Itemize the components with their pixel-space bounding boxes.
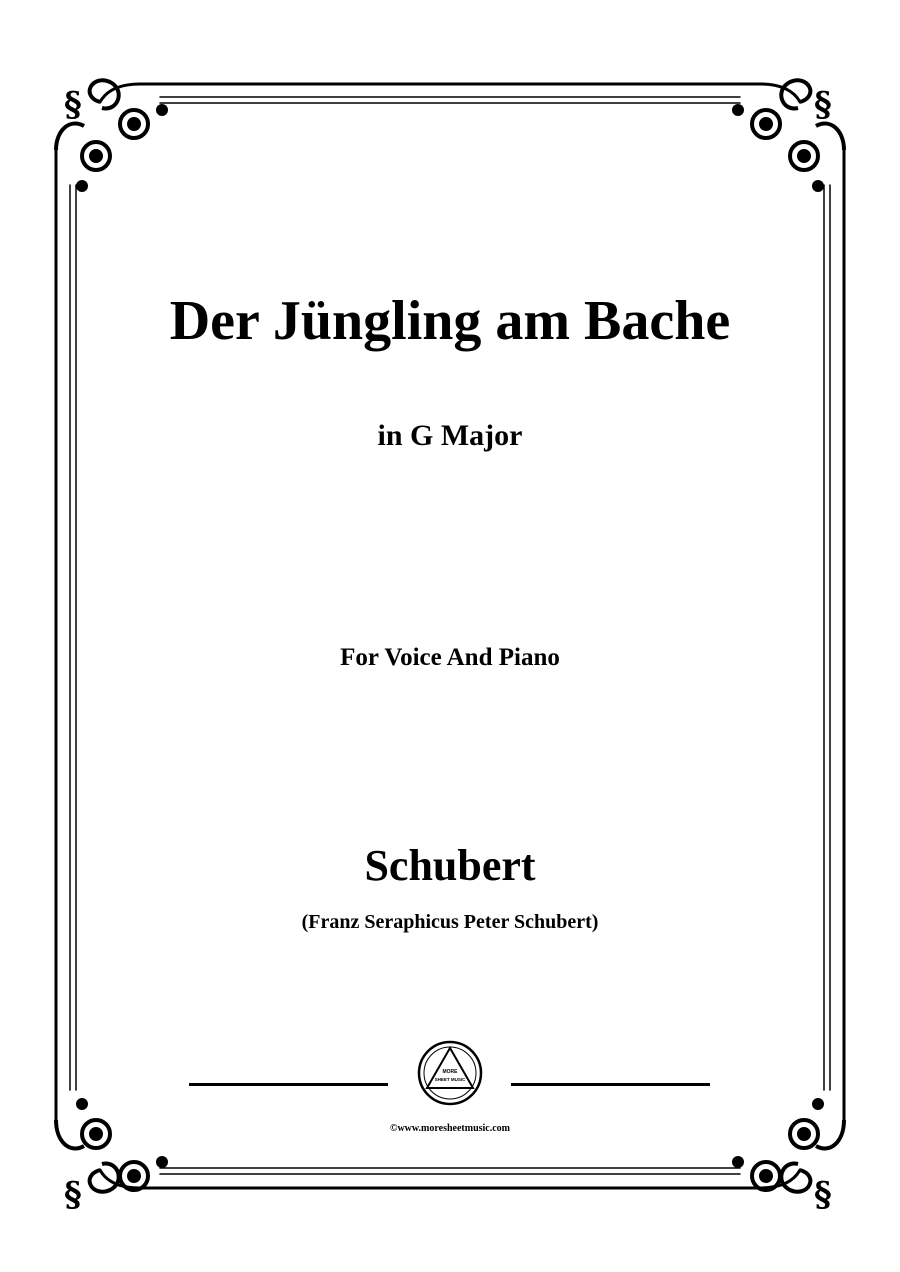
composer-name: Schubert [364, 841, 536, 890]
svg-text:§: § [814, 85, 832, 125]
key-signature: in G Major [377, 419, 523, 452]
copyright-url: ©www.moresheetmusic.com [389, 1123, 511, 1134]
svg-text:§: § [64, 85, 82, 125]
svg-text:§: § [64, 1175, 82, 1215]
svg-text:MORE: MORE [442, 1069, 458, 1075]
piece-title: Der Jüngling am Bache [169, 290, 731, 352]
triangle-eye-seal-icon [416, 1039, 484, 1107]
divider-left [189, 1083, 388, 1086]
svg-text:§: § [814, 1175, 832, 1215]
instrumentation: For Voice And Piano [340, 644, 560, 671]
divider-right [511, 1083, 710, 1086]
svg-text:SHEET MUSIC: SHEET MUSIC [434, 1077, 466, 1082]
composer-full-name: (Franz Seraphicus Peter Schubert) [301, 911, 599, 933]
